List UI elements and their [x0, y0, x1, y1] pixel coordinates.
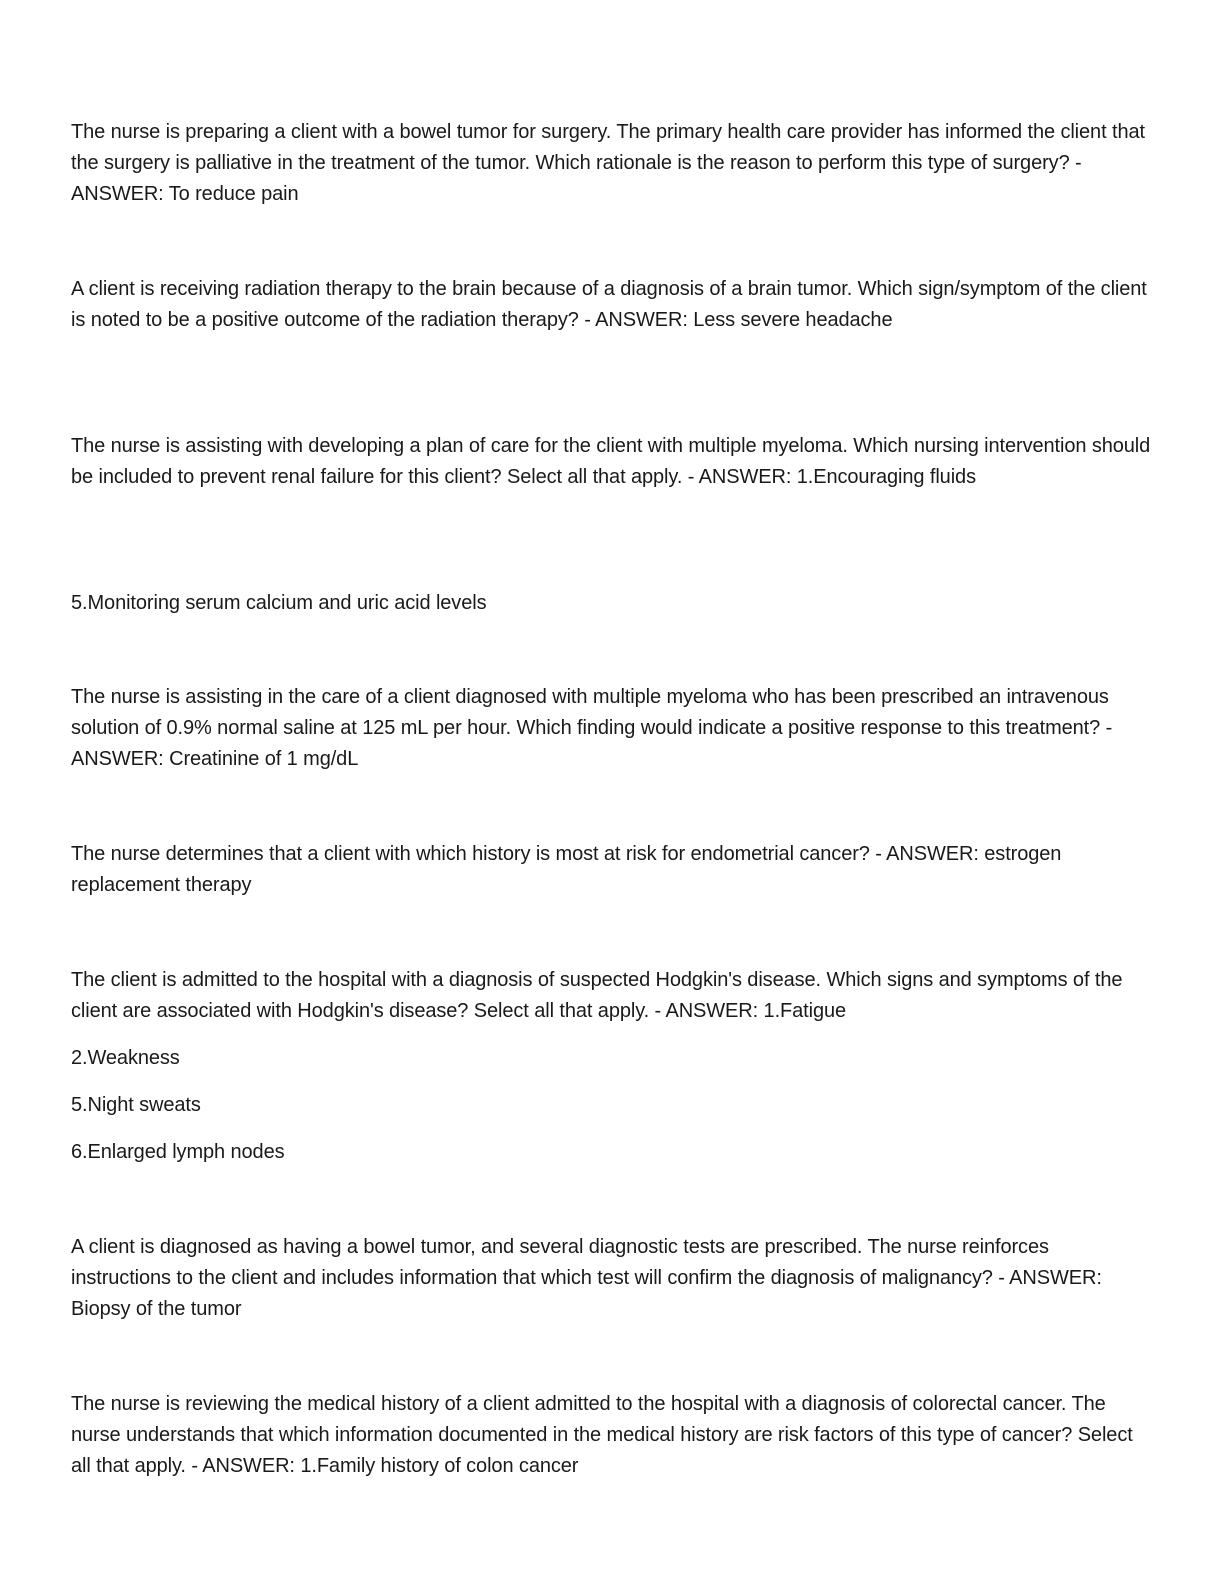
answer-item-weakness: 2.Weakness [71, 1047, 180, 1069]
question-brain-radiation: A client is receiving radiation therapy to the brain because of a diagnosis of a brain tumor. Which sign/symptom of the client is noted to be a positive outcome of the radiation therapy? - ANSWER: Less severe headache [71, 278, 1147, 331]
answer-item-night-sweats: 5.Night sweats [71, 1094, 201, 1116]
question-normal-saline-response: The nurse is assisting in the care of a client diagnosed with multiple myeloma who has been prescribed an intravenous solution of 0.9% normal saline at 125 mL per hour. Which finding would indicate a positive response to this treatment? - ANSWER: Creatinine of 1 mg/dL [71, 686, 1113, 770]
question-multiple-myeloma-renal: The nurse is assisting with developing a plan of care for the client with multiple myeloma. Which nursing intervention should be included to prevent renal failure for this client? Select all that apply. - ANSWER: 1.Encouraging fluids [71, 435, 1151, 488]
question-palliative-surgery: The nurse is preparing a client with a bowel tumor for surgery. The primary health care provider has informed the client that the surgery is palliative in the treatment of the tumor. Which rationale is the reason to perform this type of surgery? - ANSWER: To reduce pain [71, 121, 1145, 205]
answer-item-monitoring-serum: 5.Monitoring serum calcium and uric acid levels [71, 592, 487, 614]
question-endometrial-cancer: The nurse determines that a client with which history is most at risk for endometrial cancer? - ANSWER: estrogen replacement therapy [71, 843, 1062, 896]
answer-item-enlarged-lymph-nodes: 6.Enlarged lymph nodes [71, 1141, 285, 1163]
question-hodgkins-disease: The client is admitted to the hospital with a diagnosis of suspected Hodgkin's disease. Which signs and symptoms of the client are associated with Hodgkin's disease? Select all that apply. - ANSWER: 1.Fatigue [71, 969, 1123, 1022]
question-bowel-tumor-biopsy: A client is diagnosed as having a bowel tumor, and several diagnostic tests are prescribed. The nurse reinforces instructions to the client and includes information that which test will confirm the diagnosis of malignancy? - ANSWER: Biopsy of the tumor [71, 1236, 1102, 1320]
question-colorectal-risk-factors: The nurse is reviewing the medical history of a client admitted to the hospital with a diagnosis of colorectal cancer. The nurse understands that which information documented in the medical history are risk factors of this type of cancer? Select all that apply. - ANSWER: 1.Family history of colon cancer [71, 1393, 1133, 1477]
